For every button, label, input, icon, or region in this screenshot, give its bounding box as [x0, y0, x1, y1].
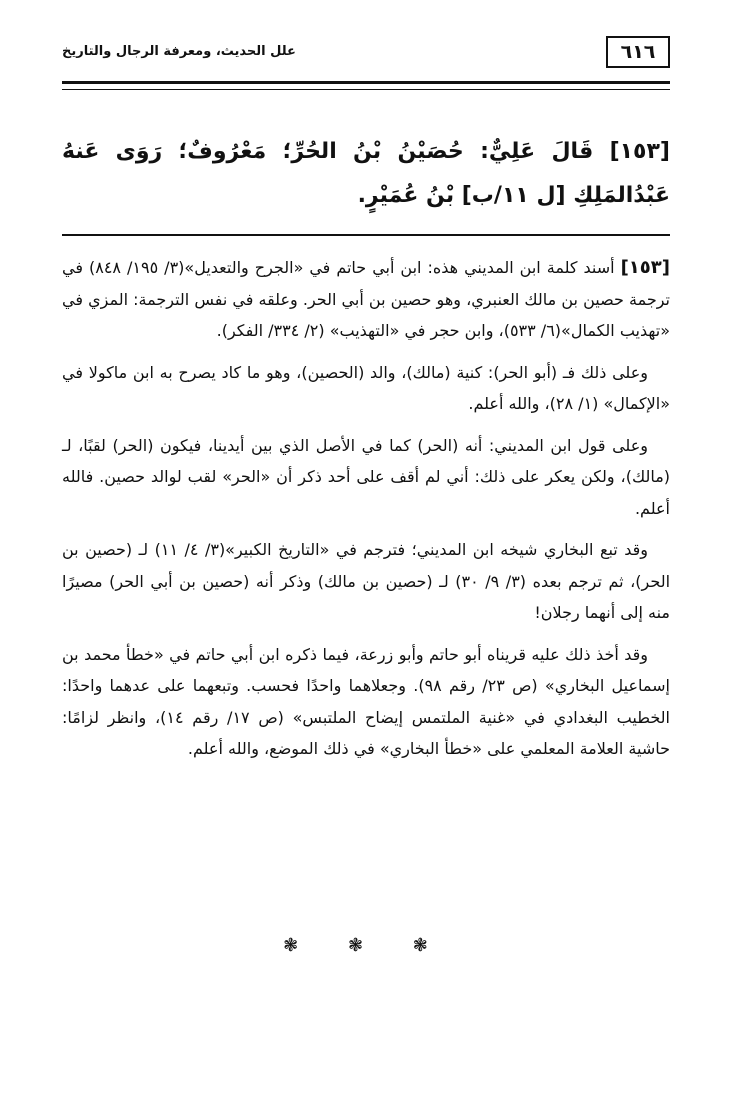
commentary-entry-number: [١٥٣] — [620, 257, 670, 278]
matn-entry-number: [١٥٣] — [609, 139, 670, 164]
running-title: علل الحديث، ومعرفة الرجال والتاريخ — [62, 44, 296, 59]
commentary-paragraph: وعلى ذلك فـ (أبو الحر): كنية (مالك)، والد (الحصين)، وهو ما كاد يصرح به ابن ماكولا في «الإكمال» (١/ ٢٨)، والله أعلم. — [62, 362, 670, 413]
page-number: ٦١٦ — [606, 36, 670, 68]
matn-entry — [62, 130, 670, 218]
commentary-paragraph: وقد أخذ ذلك عليه قريناه أبو حاتم وأبو زرعة، فيما ذكره ابن أبي حاتم في «خطأ محمد بن إسماعيل البخاري» (ص ٢٣/ رقم ٩٨). وجعلاهما واحدًا فحسب. وتبعهما على عدهما واحدًا: الخطيب البغدادي في «غنية الملتمس إيضاح الملتبس» (ص ١٧/ رقم ١٤)، وانظر لزامًا: حاشية العلامة المعلمي على «خطأ البخاري» في ذلك الموضع، والله أعلم. — [62, 644, 670, 758]
commentary — [62, 252, 670, 775]
section-end-ornament: ❃ ❃ ❃ — [283, 935, 450, 956]
commentary-paragraph — [62, 252, 670, 347]
page-header — [62, 36, 670, 76]
matn-text: قَالَ عَلِيٌّ: حُصَيْنُ بْنُ الحُرِّ؛ مَعْرُوفٌ؛ رَوَى عَنهُ عَبْدُالمَلِكِ [ل ١١/ب] بْنُ عُمَيْرٍ. — [62, 139, 670, 208]
commentary-paragraph: وعلى قول ابن المديني: أنه (الحر) كما في الأصل الذي بين أيدينا، فيكون (الحر) لقبًا، لـ (مالك)، ولكن يعكر على ذلك: أني لم أقف على أحد ذكر أن «الحر» لقب لوالد حصين. فالله أعلم. — [62, 435, 670, 518]
section-divider — [62, 234, 670, 236]
header-rule-thin — [62, 89, 670, 90]
commentary-paragraph-text: أسند كلمة ابن المديني هذه: ابن أبي حاتم في «الجرح والتعديل»(٣/ ١٩٥/ ٨٤٨) في ترجمة حصين بن مالك العنبري، وهو حصين بن أبي الحر. وعلقه في نفس الترجمة: المزي في «تهذيب الكمال»(٦/ ٥٣٣)، وابن حجر في «التهذيب» (٢/ ٣٣٤/ الفكر). — [62, 258, 670, 340]
header-rule-thick — [62, 81, 670, 84]
commentary-paragraph: وقد تبع البخاري شيخه ابن المديني؛ فترجم في «التاريخ الكبير»(٣/ ٤/ ١١) لـ (حصين بن الحر)، ثم ترجم بعده (٣/ ٩/ ٣٠) لـ (حصين بن مالك) وذكر أنه (حصين بن أبي الحر) مصيرًا منه إلى أنهما رجلان! — [62, 540, 671, 622]
